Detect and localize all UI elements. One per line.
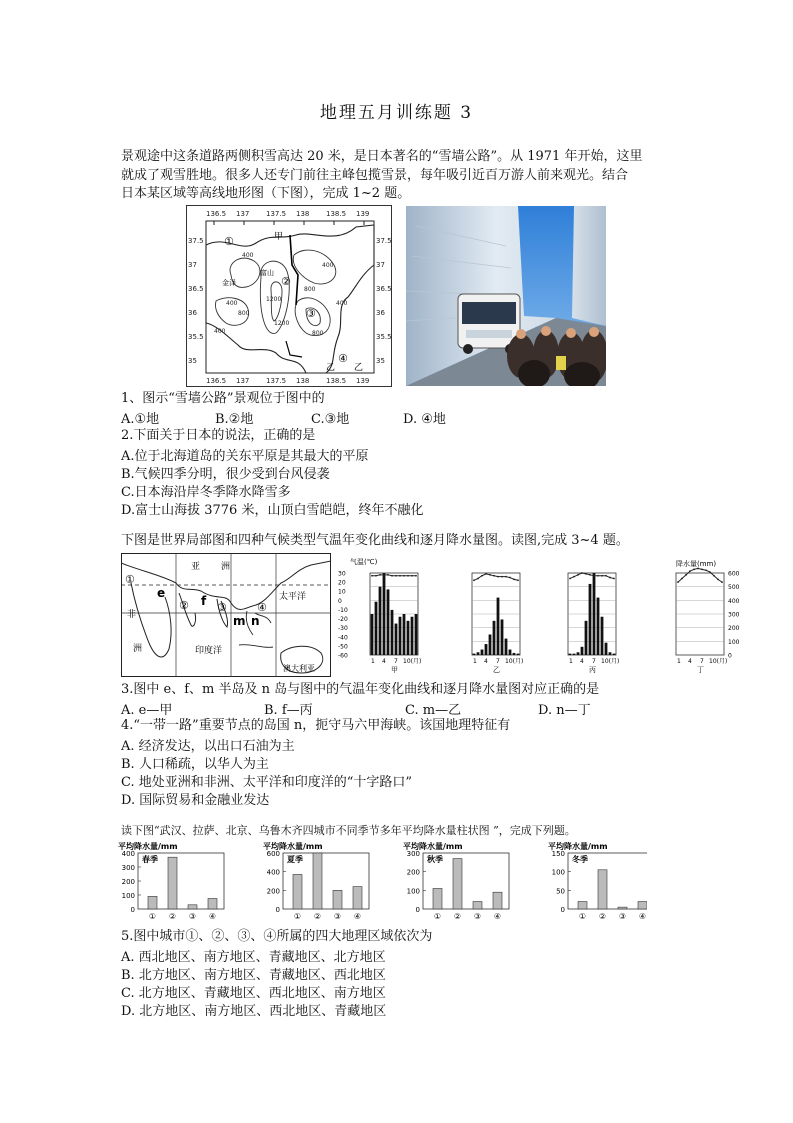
topo-bottom-tick: 137.5 [266,377,287,385]
temp-point [399,575,401,577]
temp-point [601,575,603,577]
season-x-label: ③ [188,912,197,921]
topo-left-tick: 36 [188,309,197,317]
world-label-f: f [201,594,207,608]
precip-bar [573,654,576,655]
month-tick: 10(月) [505,658,524,665]
contour-label: 800 [312,330,324,337]
season-tick: 0 [415,906,420,914]
temp-point [701,568,703,570]
q4-option-c: C. 地处亚洲和非洲、太平洋和印度洋的“十字路口” [121,775,413,790]
precip-bar [473,654,476,655]
precip-bar [505,639,508,655]
temp-point [473,579,475,581]
season-tick: 100 [121,892,135,900]
season-charts [112,841,647,923]
world-label-n: n [251,614,260,628]
contour-label: 800 [238,310,250,317]
season-tick: 100 [406,887,420,896]
world-marker-4: ④ [257,601,267,614]
world-label-indian-ocean: 印度洋 [195,646,223,656]
precip-bar [489,635,492,656]
topo-bottom-tick: 137 [236,377,250,385]
season-tick: 100 [551,868,565,877]
topo-left-tick: 35 [188,357,197,365]
temp-point [597,575,599,577]
month-tick: 4 [382,658,386,665]
world-label-asia-2: 洲 [221,562,231,572]
temp-point [685,574,687,576]
season-bar [598,870,607,909]
q2-option-d: D.富士山海拔 3776 米，山顶白雪皑皑，终年不融化 [121,503,424,518]
temp-tick: -60 [338,652,348,660]
topo-label-yi-2: 乙 [354,363,364,373]
month-tick: 10(月) [601,658,620,665]
season-x-label: ③ [333,912,342,921]
season-tick: 300 [406,850,420,858]
temp-point [697,568,699,570]
q3-option-d: D. n—丁 [538,703,591,718]
precip-bar [581,647,584,655]
temp-point [387,574,389,576]
precip-bar [395,624,398,655]
intro-line-3: 日本某区域等高线地形图（下图），完成 1~2 题。 [121,186,411,201]
temp-point [517,579,519,581]
world-label-pacific: 太平洋 [279,592,307,602]
temp-point [411,575,413,577]
contour-label: 400 [336,300,348,307]
precip-bar [407,621,410,655]
topo-left-tick: 37.5 [188,237,204,245]
q3-stem: 3.图中 e、f、m 半岛及 n 岛与图中的气温年变化曲线和逐月降水量图对应正确的是 [121,682,600,697]
q4-option-a: A. 经济发达，以出口石油为主 [121,739,295,754]
topo-top-tick: 137 [236,210,250,218]
temp-point [371,575,373,577]
season-bar [433,888,442,909]
month-tick: 7 [700,658,704,665]
precip-bar [577,652,580,655]
season-x-label: ① [433,912,442,921]
month-tick: 1 [473,658,477,665]
topo-right-tick: 36 [376,309,385,317]
season-bar [638,902,647,909]
temp-point [391,575,393,577]
temp-tick: -30 [338,625,348,633]
precip-bar [509,650,512,655]
season-bar [578,902,587,909]
q5-option-b: B. 北方地区、南方地区、青藏地区、西北地区 [121,968,386,983]
q5-stem: 5.图中城市①、②、③、④所属的四大地理区域依次为 [121,929,433,944]
temp-point [689,570,691,572]
temp-point [489,574,491,576]
temp-point [713,575,715,577]
contour-label: 800 [304,286,316,293]
season-x-label: ④ [353,912,362,921]
topo-top-tick: 136.5 [206,210,227,218]
q5-option-c: C. 北方地区、青藏地区、西北地区、南方地区 [121,986,386,1001]
season-tick: 400 [121,850,135,858]
season-x-label: ③ [473,912,482,921]
precip-bar [609,652,612,655]
temp-tick: -40 [338,634,348,642]
temp-point [395,575,397,577]
q1-stem: 1、图示“雪墙公路”景观位于图中的 [121,391,325,406]
precip-bar [593,573,596,655]
topo-marker-2: ② [281,275,291,288]
temp-point [585,573,587,575]
season-x-label: ④ [493,912,502,921]
contour-label: 400 [242,252,254,259]
topo-label-toyama: 富山 [260,269,274,277]
season-tick: 300 [121,864,135,872]
precip-tick: 100 [728,638,740,646]
temp-tick: -50 [338,643,348,651]
intro-line-1: 景观途中这条道路两侧积雪高达 20 米，是日本著名的“雪墙公路”。从 1971 年开始，这里 [121,149,643,164]
temp-point [501,576,503,578]
topo-right-tick: 35 [376,357,385,365]
temp-point [477,578,479,580]
season-bar [188,905,197,909]
q1-option-b: B.②地 [215,412,254,427]
topo-right-tick: 36.5 [376,285,392,293]
season-x-label: ③ [618,912,627,921]
season-x-label: ② [598,912,607,921]
precip-bar [589,584,592,655]
month-tick: 4 [580,658,584,665]
topo-map [186,205,392,387]
precip-bar [403,614,406,655]
temp-tick: 20 [338,579,346,587]
topo-bottom-tick: 138 [296,377,310,385]
precip-bar [569,654,572,655]
season-x-label: ② [168,912,177,921]
climate-chart-name: 甲 [391,666,398,674]
q2-option-b: B.气候四季分明，很少受到台风侵袭 [121,467,330,482]
world-label-m: m [233,614,246,628]
season-tick: 150 [551,850,565,858]
q2-stem: 2.下面关于日本的说法，正确的是 [121,428,316,443]
season-bar [353,887,362,909]
q5-option-a: A. 西北地区、南方地区、青藏地区、北方地区 [121,950,386,965]
topo-bottom-tick: 138.5 [326,377,347,385]
temp-point [403,575,405,577]
season-x-label: ② [313,912,322,921]
topo-label-kanazawa: 金泽 [222,279,236,287]
temp-point [573,576,575,578]
climate-chart-name: 乙 [493,666,500,674]
season-axis-title: 平均降水量/mm [403,842,463,851]
temp-point [497,576,499,578]
precip-bar [597,598,600,655]
precip-bar [415,614,418,655]
page-title: 地理五月训练题 3 [319,103,474,123]
season-x-label: ② [453,912,462,921]
temp-point [605,575,607,577]
temp-point [375,575,377,577]
topo-bottom-tick: 139 [356,377,370,385]
temp-point [709,571,711,573]
precip-bar [605,643,608,655]
month-tick: 1 [677,658,681,665]
intro-3: 读下图“武汉、拉萨、北京、乌鲁木齐四城市不同季节多年平均降水量柱状图 ”，完成下列题。 [121,824,576,837]
q3-option-a: A. e—甲 [121,703,173,718]
precip-tick: 600 [728,570,740,578]
temp-point [721,581,723,583]
intro-line-2: 就成了观雪胜地。很多人还专门前往主峰包揽雪景，每年吸引近百万游人前来观光。结合 [121,168,629,183]
topo-bottom-tick: 136.5 [206,377,227,385]
season-x-label: ① [148,912,157,921]
q4-option-d: D. 国际贸易和金融业发达 [121,793,270,808]
precip-bar [387,589,390,655]
topo-label-yi-1: 乙 [326,363,336,373]
precip-bar [477,652,480,655]
climate-charts [336,555,756,680]
season-tick: 0 [275,906,280,914]
month-tick: 7 [394,658,398,665]
season-x-label: ① [578,912,587,921]
topo-right-tick: 37 [376,261,385,269]
world-label-africa-2: 洲 [133,644,143,654]
month-tick: 7 [496,658,500,665]
season-bar [618,907,627,909]
month-tick: 10(月) [709,658,728,665]
temp-point [717,578,719,580]
season-tick: 600 [266,850,280,858]
temp-point [705,569,707,571]
month-tick: 4 [688,658,692,665]
world-label-e: e [157,586,166,600]
precip-bar [481,650,484,655]
temp-tick: -10 [338,606,348,614]
topo-marker-3: ③ [306,307,316,320]
topo-left-tick: 37 [188,261,197,269]
season-label: 夏季 [287,855,303,864]
temp-point [613,578,615,580]
temp-tick: -20 [338,616,348,624]
climate-chart-name: 丙 [589,666,596,674]
precip-bar [497,598,500,655]
season-bar [333,890,342,909]
precip-tick: 400 [728,597,740,605]
season-bar [208,899,217,910]
climate-chart-name: 丁 [697,666,704,674]
precip-bar [585,621,588,655]
temp-tick: 10 [338,588,346,596]
q1-option-a: A.①地 [121,412,160,427]
contour-label: 1200 [274,320,290,327]
season-tick: 0 [130,906,135,914]
temp-point [415,575,417,577]
topo-left-tick: 36.5 [188,285,204,293]
season-label: 秋季 [427,855,443,864]
temp-point [609,577,611,579]
precip-bar [501,619,504,655]
topo-left-tick: 35.5 [188,333,204,341]
season-axis-title: 平均降水量/mm [263,842,323,851]
temp-point [493,575,495,577]
world-map [121,553,331,677]
contour-label: 400 [214,328,226,335]
season-bar [453,859,462,909]
precip-bar [493,621,496,655]
season-bar [293,874,302,909]
temp-axis-title: 气温(℃) [350,558,378,566]
intro-2: 下图是世界局部图和四种气候类型气温年变化曲线和逐月降水量图。读图,完成 3~4 题。 [121,533,629,548]
season-label: 冬季 [572,855,588,864]
precip-tick: 200 [728,625,740,633]
contour-label: 1200 [266,296,282,303]
topo-top-tick: 137.5 [266,210,287,218]
q1-option-d: D. ④地 [403,412,446,427]
world-marker-3: ③ [217,601,227,614]
q1-option-c: C.③地 [311,412,350,427]
season-axis-title: 平均降水量/mm [548,842,608,851]
precip-tick: 300 [728,611,740,619]
season-bar [493,892,502,909]
precip-axis-title: 降水量(mm) [676,560,717,568]
temp-tick: 0 [338,597,342,605]
season-tick: 0 [560,906,565,914]
season-x-label: ④ [208,912,217,921]
month-tick: 4 [484,658,488,665]
world-marker-1: ① [125,573,135,586]
world-marker-2: ② [179,599,189,612]
topo-marker-1: ① [224,235,234,248]
contour-label: 400 [226,300,238,307]
precip-bar [411,617,414,655]
temp-point [589,574,591,576]
q4-stem: 4.“一带一路”重要节点的岛国 n，扼守马六甲海峡。该国地理特征有 [121,718,511,733]
temp-point [569,578,571,580]
precip-tick: 500 [728,584,740,592]
season-tick: 200 [266,887,280,896]
precip-bar [383,573,386,655]
temp-point [681,578,683,580]
topo-marker-4: ④ [338,352,348,365]
precip-bar [517,654,520,655]
world-label-asia-1: 亚 [191,562,201,572]
season-label: 春季 [142,855,158,864]
temp-point [577,574,579,576]
temp-point [485,573,487,575]
topo-label-jia: 甲 [274,232,284,242]
precip-bar [391,610,394,655]
month-tick: 1 [371,658,375,665]
temp-tick: 30 [338,570,346,578]
temp-point [407,575,409,577]
temp-point [505,576,507,578]
temp-point [513,578,515,580]
q4-option-b: B. 人口稀疏，以华人为主 [121,757,269,772]
month-tick: 10(月) [403,658,422,665]
q2-option-a: A.位于北海道岛的关东平原是其最大的平原 [121,449,369,464]
precip-bar [613,654,616,655]
season-bar [148,896,157,909]
q5-option-d: D. 北方地区、南方地区、西北地区、青藏地区 [121,1004,387,1019]
topo-top-tick: 138.5 [326,210,347,218]
season-x-label: ④ [638,912,647,921]
q3-option-b: B. f—丙 [264,703,313,718]
topo-top-tick: 139 [356,210,370,218]
precip-bar [601,617,604,655]
season-x-label: ① [293,912,302,921]
season-tick: 200 [121,878,135,886]
temp-point [481,575,483,577]
precip-bar [371,614,374,655]
season-tick: 200 [406,868,420,877]
snow-wall-photo [406,206,606,386]
precip-bar [485,644,488,655]
season-tick: 400 [266,868,280,877]
season-axis-title: 平均降水量/mm [118,842,178,851]
q3-option-c: C. m—乙 [405,703,462,718]
precip-bar [379,587,382,655]
contour-label: 400 [322,262,334,269]
month-tick: 1 [569,658,573,665]
topo-top-tick: 138 [296,210,310,218]
temp-point [677,581,679,583]
q2-option-c: C.日本海沿岸冬季降水降雪多 [121,485,291,500]
temp-point [379,574,381,576]
season-bar [313,853,322,909]
temp-point [581,572,583,574]
temp-point [383,574,385,576]
topo-right-tick: 35.5 [376,333,392,341]
precip-tick: 0 [728,652,732,660]
temp-point [593,575,595,577]
topo-right-tick: 37.5 [376,237,392,245]
precip-bar [375,602,378,655]
temp-point [509,577,511,579]
season-bar [168,857,177,909]
world-label-africa-1: 非 [127,610,137,620]
temp-point [693,568,695,570]
season-bar [473,902,482,909]
world-label-australia: 澳大利亚 [283,664,315,673]
precip-bar [399,617,402,655]
precip-bar [513,653,516,655]
season-tick: 50 [556,887,565,896]
month-tick: 7 [592,658,596,665]
